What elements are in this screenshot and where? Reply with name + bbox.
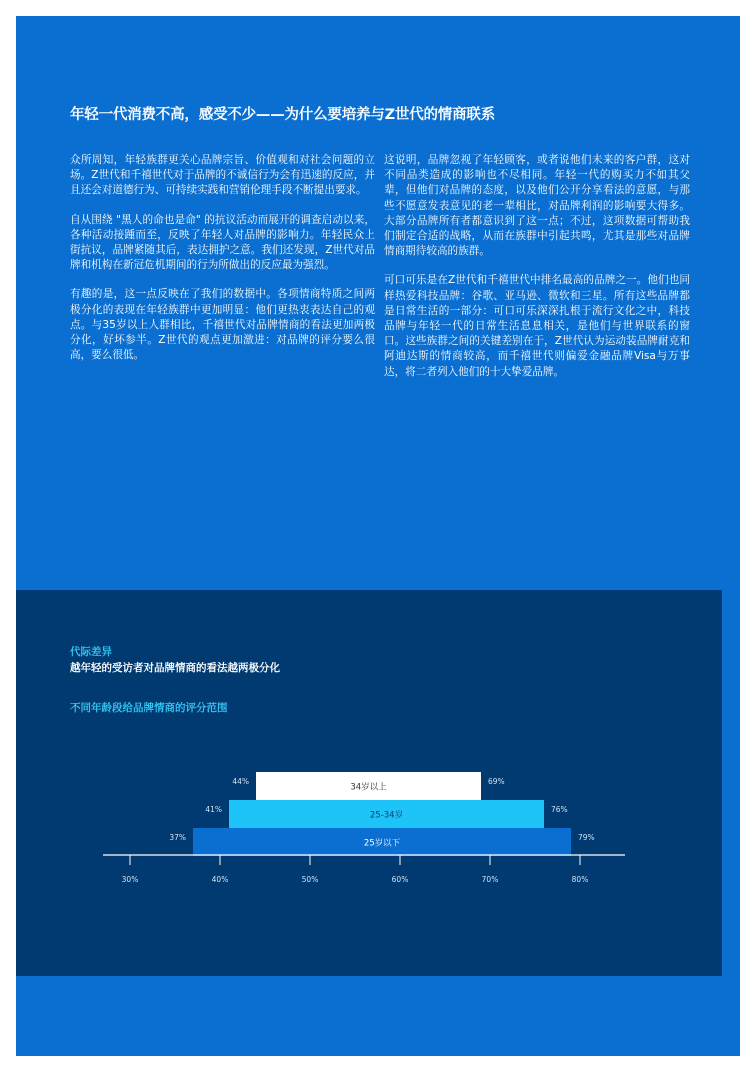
x-tick-label: 60% [391,875,409,884]
low-value-label: 41% [205,805,222,814]
low-value-label: 37% [169,833,186,842]
low-value-label: 44% [232,777,249,786]
paragraph: 自从围绕 "黑人的命也是命" 的抗议活动而展开的调查启动以来，各种活动接踵而至，反映了年轻人对品牌的影响力。年轻民众上街抗议，品牌紧随其后，表达拥护之意。我们还发现，Z世代对品牌和机构在新冠危机期间的行为所做出的反应最为强烈。 [70,213,375,272]
high-value-label: 79% [578,833,595,842]
x-tick-label: 50% [301,875,319,884]
chart-eyebrow: 代际差异 [70,646,112,658]
x-tick-label: 30% [121,875,139,884]
chart-subtitle: 不同年龄段给品牌情商的评分范围 [70,702,228,714]
x-tick-label: 70% [481,875,499,884]
paragraph: 有趣的是，这一点反映在了我们的数据中。各项情商特质之间两极分化的表现在年轻族群中更加明显：他们更热衷表达自己的观点。与35岁以上人群相比，千禧世代对品牌情商的看法更加两极分化，好坏参半。Z世代的观点更加激进：对品牌的评分要么很高，要么很低。 [70,288,375,362]
x-tick-label: 80% [571,875,589,884]
chart-heading: 越年轻的受访者对品牌情商的看法越两极分化 [70,662,280,674]
high-value-label: 76% [551,805,568,814]
bar-label: 25岁以下 [363,838,401,849]
page-headline: 年轻一代消费不高，感受不少——为什么要培养与Z世代的情商联系 [70,107,496,123]
paragraph: 众所周知，年轻族群更关心品牌宗旨、价值观和对社会问题的立场。Z世代和千禧世代对于品牌的不诚信行为会有迅速的反应，并且还会对道德行为、可持续实践和营销伦理手段不断提出要求。 [70,154,375,197]
bar-label: 25-34岁 [369,810,404,821]
paragraph: 可口可乐是在Z世代和千禧世代中排名最高的品牌之一。他们也同样热爱科技品牌：谷歌、亚马逊、微软和三星。所有这些品牌都是日常生活的一部分：可口可乐深深扎根于流行文化之中，科技品牌与年轻一代的日常生活息息相关，是他们与世界联系的窗口。这些族群之间的关键差别在于，Z世代认为运动装品牌耐克和阿迪达斯的情商较高，而千禧世代则偏爱金融品牌Visa与万事达，将二者列入他们的十大挚爱品牌。 [384,274,690,378]
high-value-label: 69% [488,777,505,786]
bar-label: 34岁以上 [350,782,387,793]
x-tick-label: 40% [211,875,229,884]
paragraph: 这说明，品牌忽视了年轻顾客，或者说他们未来的客户群，这对不同品类造成的影响也不尽相同。年轻一代的购买力不如其父辈，但他们对品牌的态度，以及他们公开分享看法的意愿，与那些不愿意发表意见的老一辈相比，对品牌利润的影响要大得多。大部分品牌所有者都意识到了这一点；不过，这项数据可帮助我们制定合适的战略，从而在族群中引起共鸣，尤其是那些对品牌情商期待较高的族群。 [384,154,690,258]
